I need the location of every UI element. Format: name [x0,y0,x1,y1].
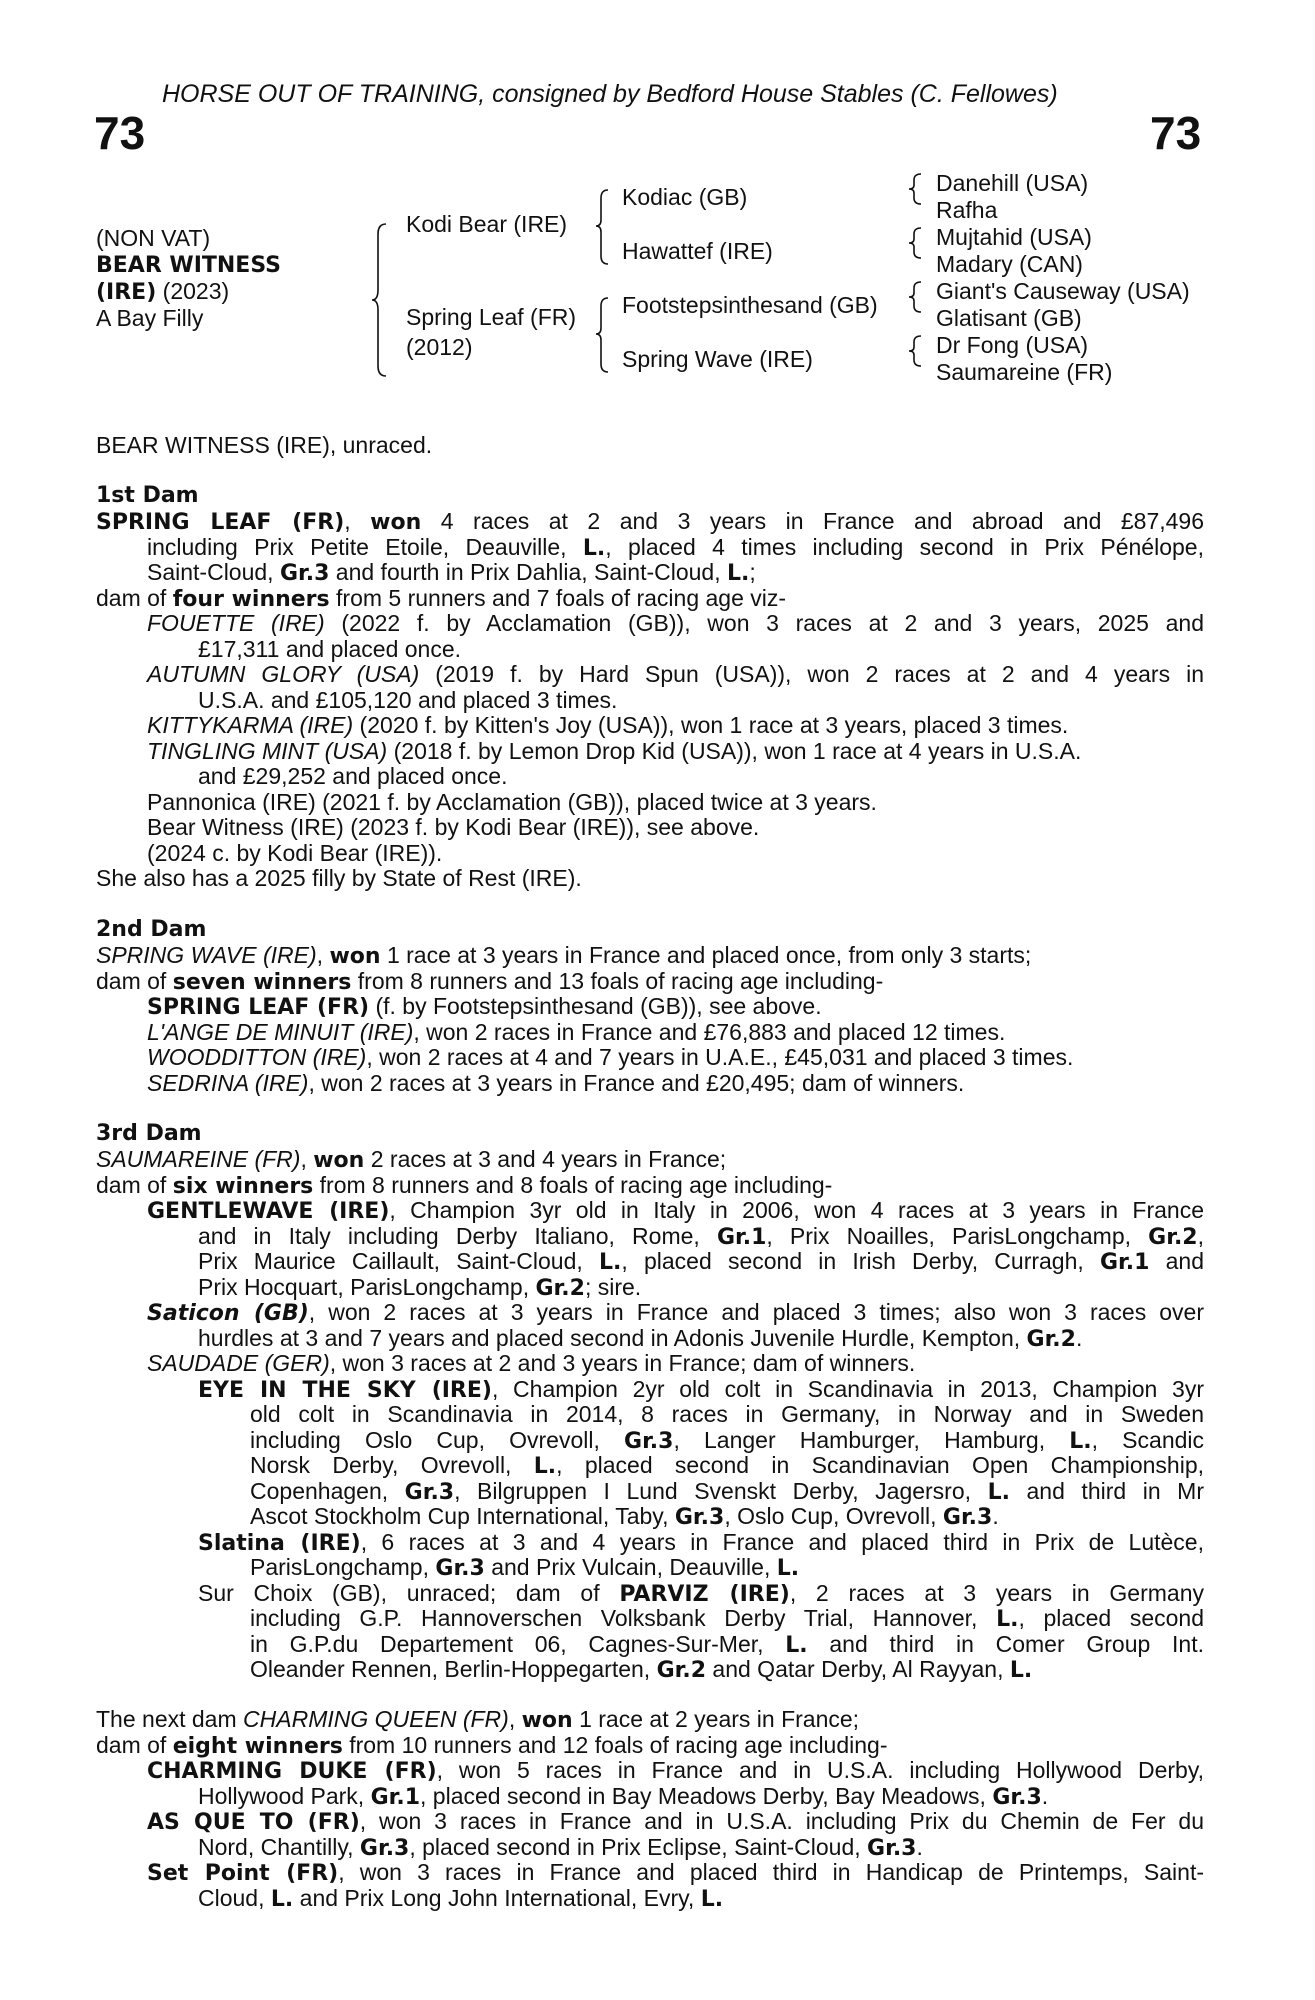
third-dam-line: old colt in Scandinavia in 2014, 8 races in Germany, in Norway and in Sweden [250,1401,1204,1427]
pedigree-ggp: Rafha [936,197,998,223]
first-dam-line: Bear Witness (IRE) (2023 f. by Kodi Bear (IRE)), see above. [147,814,760,840]
next-dam-line: The next dam CHARMING QUEEN (FR), won 1 race at 2 years in France; [96,1706,860,1733]
pedigree-bracket-ggp4 [909,334,923,368]
third-dam-line: Slatina (IRE), 6 races at 3 and 4 years in France and placed third in Prix de Lutèce, [198,1528,1204,1556]
pedigree-ggp: Glatisant (GB) [936,305,1082,331]
third-dam-line: in G.P.du Departement 06, Cagnes-Sur-Mer, L. and third in Comer Group Int. [250,1630,1204,1658]
third-dam-line: Prix Hocquart, ParisLongchamp, Gr.2; sire. [198,1273,642,1301]
pedigree-ggp: Madary (CAN) [936,251,1083,277]
second-dam-heading: 2nd Dam [96,917,207,942]
third-dam-line: SAUDADE (GER), won 3 races at 2 and 3 years in France; dam of winners. [147,1350,916,1376]
first-dam-heading: 1st Dam [96,483,199,508]
first-dam-line: (2024 c. by Kodi Bear (IRE)). [147,839,443,866]
third-dam-line: ParisLongchamp, Gr.3 and Prix Vulcain, Deauville, L. [250,1554,800,1581]
pedigree-sire: Kodi Bear (IRE) [406,211,568,237]
lot-number-left: 73 [94,107,146,159]
pedigree-bracket-dam [596,296,612,376]
intro-line: BEAR WITNESS (IRE), unraced. [96,432,433,458]
first-dam-line: KITTYKARMA (IRE) (2020 f. by Kitten's Joy (USA)), won 1 race at 3 years, placed 3 times. [147,712,1069,738]
second-dam-line: dam of seven winners from 8 runners and 13 foals of racing age including- [96,967,884,995]
next-dam-line: dam of eight winners from 10 runners and 12 foals of racing age including- [96,1731,888,1759]
first-dam-line: and £29,252 and placed once. [198,763,508,789]
pedigree-ggp: Giant's Causeway (USA) [936,278,1190,304]
third-dam-line: GENTLEWAVE (IRE), Champion 3yr old in Italy in 2006, won 4 races at 3 years in France [147,1197,1204,1224]
next-dam-line: CHARMING DUKE (FR), won 5 races in France and in U.S.A. including Hollywood Derby, [147,1757,1205,1784]
third-dam-line: dam of six winners from 8 runners and 8 foals of racing age including- [96,1171,833,1199]
second-dam-line: WOODDITTON (IRE), won 2 races at 4 and 7 years in U.A.E., £45,031 and placed 3 times. [147,1044,1074,1070]
third-dam-line: SAUMAREINE (FR), won 2 races at 3 and 4 years in France; [96,1146,727,1173]
first-dam-line: £17,311 and placed once. [198,635,462,662]
pedigree-sire-dam: Hawattef (IRE) [622,238,773,264]
horse-name: BEAR WITNESS [96,253,282,278]
first-dam-line: U.S.A. and £105,120 and placed 3 times. [198,686,618,713]
first-dam-line: including Prix Petite Etoile, Deauville, L., placed 4 times including second in Prix Pénélope, [147,533,1204,561]
first-dam-line: TINGLING MINT (USA) (2018 f. by Lemon Drop Kid (USA)), won 1 race at 4 years in U.S.A. [147,737,1082,764]
pedigree-sire-sire: Kodiac (GB) [622,184,748,210]
third-dam-line: and in Italy including Derby Italiano, Rome, Gr.1, Prix Noailles, ParisLongchamp, Gr.2, [198,1222,1204,1250]
third-dam-line: including G.P. Hannoverschen Volksbank Derby Trial, Hannover, L., placed second [250,1605,1204,1632]
second-dam-line: L'ANGE DE MINUIT (IRE), won 2 races in France and £76,883 and placed 12 times. [147,1018,1006,1045]
third-dam-line: EYE IN THE SKY (IRE), Champion 2yr old colt in Scandinavia in 2013, Champion 3yr [198,1375,1204,1403]
third-dam-line: Ascot Stockholm Cup International, Taby, Gr.3, Oslo Cup, Ovrevoll, Gr.3. [250,1503,999,1530]
pedigree-bracket-main [372,222,392,378]
third-dam-heading: 3rd Dam [96,1121,202,1146]
pedigree-dam-sire: Footstepsinthesand (GB) [622,292,878,318]
third-dam-line: Saticon (GB), won 2 races at 3 years in France and placed 3 times; also won 3 races over [147,1299,1204,1326]
third-dam-line: Oleander Rennen, Berlin-Hoppegarten, Gr.2 and Qatar Derby, Al Rayyan, L. [250,1656,1033,1683]
third-dam-line: hurdles at 3 and 7 years and placed second in Adonis Juvenile Hurdle, Kempton, Gr.2. [198,1324,1083,1352]
third-dam-line: Copenhagen, Gr.3, Bilgruppen I Lund Svenskt Derby, Jagersro, L. and third in Mr [250,1477,1204,1505]
next-dam-line: AS QUE TO (FR), won 3 races in France and in U.S.A. including Prix du Chemin de Fer du [147,1808,1204,1835]
third-dam-line: Sur Choix (GB), unraced; dam of PARVIZ (IRE), 2 races at 3 years in Germany [198,1579,1204,1607]
third-dam-line: Prix Maurice Caillault, Saint-Cloud, L., placed second in Irish Derby, Curragh, Gr.1 and [198,1248,1204,1275]
first-dam-line: FOUETTE (IRE) (2022 f. by Acclamation (GB)), won 3 races at 2 and 3 years, 2025 and [147,610,1204,636]
lot-number-right: 73 [1150,107,1202,159]
pedigree-ggp: Danehill (USA) [936,170,1089,196]
pedigree-dam: Spring Leaf (FR) [406,304,577,330]
horse-description: A Bay Filly [96,305,204,331]
pedigree-ggp: Dr Fong (USA) [936,332,1089,358]
next-dam-line: Cloud, L. and Prix Long John International, Evry, L. [198,1884,724,1912]
first-dam-line: AUTUMN GLORY (USA) (2019 f. by Hard Spun (USA)), won 2 races at 2 and 4 years in [147,661,1204,687]
third-dam-line: Norsk Derby, Ovrevoll, L., placed second in Scandinavian Open Championship, [250,1452,1205,1479]
second-dam-line: SPRING LEAF (FR) (f. by Footstepsinthesand (GB)), see above. [147,993,822,1020]
second-dam-line: SPRING WAVE (IRE), won 1 race at 3 years in France and placed once, from only 3 starts; [96,942,1032,969]
pedigree-ggp: Saumareine (FR) [936,359,1113,385]
consignment-header: HORSE OUT OF TRAINING, consigned by Bedford House Stables (C. Fellowes) [162,80,1058,108]
third-dam-line: including Oslo Cup, Ovrevoll, Gr.3, Langer Hamburger, Hamburg, L., Scandic [250,1426,1205,1454]
pedigree-bracket-ggp3 [909,280,923,314]
next-dam-line: Hollywood Park, Gr.1, placed second in Bay Meadows Derby, Bay Meadows, Gr.3. [198,1782,1049,1810]
horse-name-suffix: (IRE) (2023) [96,278,230,305]
next-dam-line: Nord, Chantilly, Gr.3, placed second in Prix Eclipse, Saint-Cloud, Gr.3. [198,1833,923,1861]
first-dam-line: Saint-Cloud, Gr.3 and fourth in Prix Dahlia, Saint-Cloud, L.; [147,559,756,586]
pedigree-bracket-sire [596,188,612,268]
first-dam-line: She also has a 2025 filly by State of Rest (IRE). [96,865,582,891]
first-dam-line: Pannonica (IRE) (2021 f. by Acclamation (GB)), placed twice at 3 years. [147,788,877,815]
pedigree-ggp: Mujtahid (USA) [936,224,1092,250]
second-dam-line: SEDRINA (IRE), won 2 races at 3 years in France and £20,495; dam of winners. [147,1069,965,1096]
vat-status: (NON VAT) [96,225,211,251]
pedigree-dam-year: (2012) [406,334,473,360]
first-dam-line: dam of four winners from 5 runners and 7 foals of racing age viz- [96,584,787,612]
pedigree-dam-dam: Spring Wave (IRE) [622,346,813,372]
pedigree-bracket-ggp2 [909,226,923,260]
pedigree-bracket-ggp1 [909,172,923,206]
first-dam-line: SPRING LEAF (FR), won 4 races at 2 and 3 years in France and abroad and £87,496 [96,508,1205,535]
next-dam-line: Set Point (FR), won 3 races in France and placed third in Handicap de Printemps, Saint- [147,1859,1204,1886]
